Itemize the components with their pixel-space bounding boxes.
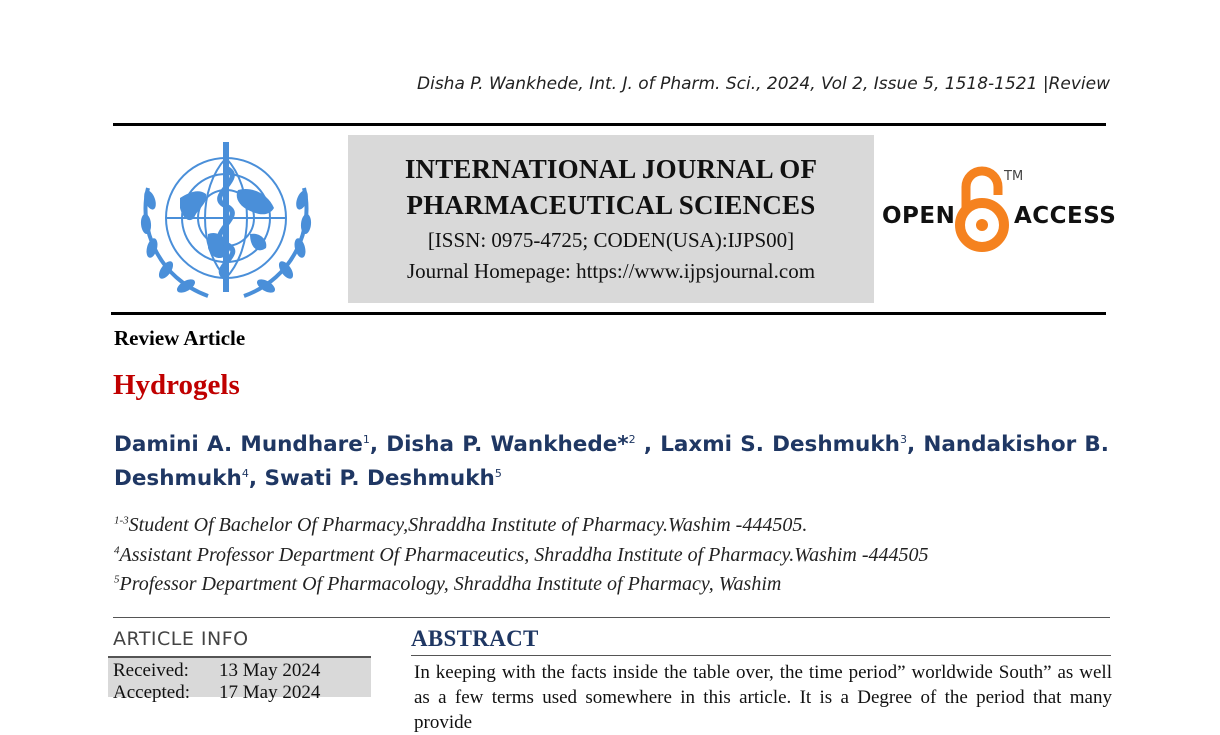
affiliation-3: [114, 573, 781, 596]
open-access-logo: [880, 163, 1117, 253]
affiliation-text: Professor Department Of Pharmacology, Shraddha Institute of Pharmacy, Washim: [119, 573, 782, 595]
affiliation-2: [114, 544, 929, 567]
header-rule-top: [113, 123, 1106, 126]
author-name: Disha P. Wankhede*: [386, 432, 629, 457]
info-row-accepted: [113, 682, 321, 704]
author-name: Laxmi S. Deshmukh: [660, 432, 900, 457]
author-sep: ,: [906, 432, 924, 457]
journal-masthead: [348, 135, 874, 303]
section-divider: [113, 617, 1110, 618]
article-info-box: [108, 656, 371, 703]
journal-issn: [ISSN: 0975-4725; CODEN(USA):IJPS00]: [427, 228, 795, 252]
journal-title-line2: PHARMACEUTICAL SCIENCES: [406, 190, 816, 220]
header-rule-bottom: [111, 312, 1106, 315]
author-name: Damini A. Mundhare: [114, 432, 363, 457]
article-info-heading: ARTICLE INFO: [113, 628, 249, 650]
journal-homepage[interactable]: Journal Homepage: https://www.ijpsjournal.com: [406, 259, 816, 283]
affiliation-sup: 4: [114, 544, 120, 557]
author-sup: 2: [628, 432, 636, 446]
open-access-word-access: ACCESS: [1014, 203, 1117, 229]
abstract-text: In keeping with the facts inside the table over, the time period” worldwide South” as well as a few terms used somewhere in this article. It is a Degree of the period that many provide: [414, 662, 1112, 733]
running-head: Disha P. Wankhede, Int. J. of Pharm. Sci., 2024, Vol 2, Issue 5, 1518-1521 |Review: [417, 74, 1110, 94]
abstract-rule: [411, 655, 1111, 656]
affiliation-text: Assistant Professor Department Of Pharmaceutics, Shraddha Institute of Pharmacy.Washim -444505: [119, 544, 929, 566]
who-emblem-logo: [128, 138, 324, 304]
author-sep: ,: [635, 432, 661, 457]
article-title: Hydrogels: [113, 369, 240, 401]
info-row-received: [113, 660, 321, 682]
author-sep: ,: [369, 432, 387, 457]
affiliation-text: Student Of Bachelor Of Pharmacy,Shraddha Institute of Pharmacy.Washim -444505.: [128, 514, 808, 536]
article-type: Review Article: [114, 326, 246, 350]
trademark-mark: TM: [1004, 169, 1024, 184]
author-sup: 3: [899, 432, 907, 446]
open-access-word-open: OPEN: [882, 203, 956, 229]
author-name: Nandakishor B. Deshmukh: [114, 432, 1109, 491]
author-sup: 5: [494, 466, 502, 480]
author-name: Swati P. Deshmukh: [264, 466, 495, 491]
journal-title-line1: INTERNATIONAL JOURNAL OF: [404, 154, 818, 184]
info-label: Accepted:: [113, 682, 191, 703]
author-sup: 4: [241, 466, 249, 480]
affiliation-sup: 5: [114, 573, 120, 586]
author-sup: 1: [362, 432, 370, 446]
info-label: Received:: [113, 660, 189, 681]
abstract-heading: ABSTRACT: [411, 626, 539, 651]
affiliation-sup: 1-3: [114, 514, 129, 527]
affiliation-1: [114, 514, 807, 537]
info-value: 17 May 2024: [219, 682, 321, 703]
author-list: [114, 428, 1109, 496]
author-sep: ,: [248, 466, 265, 491]
info-value: 13 May 2024: [219, 660, 321, 681]
